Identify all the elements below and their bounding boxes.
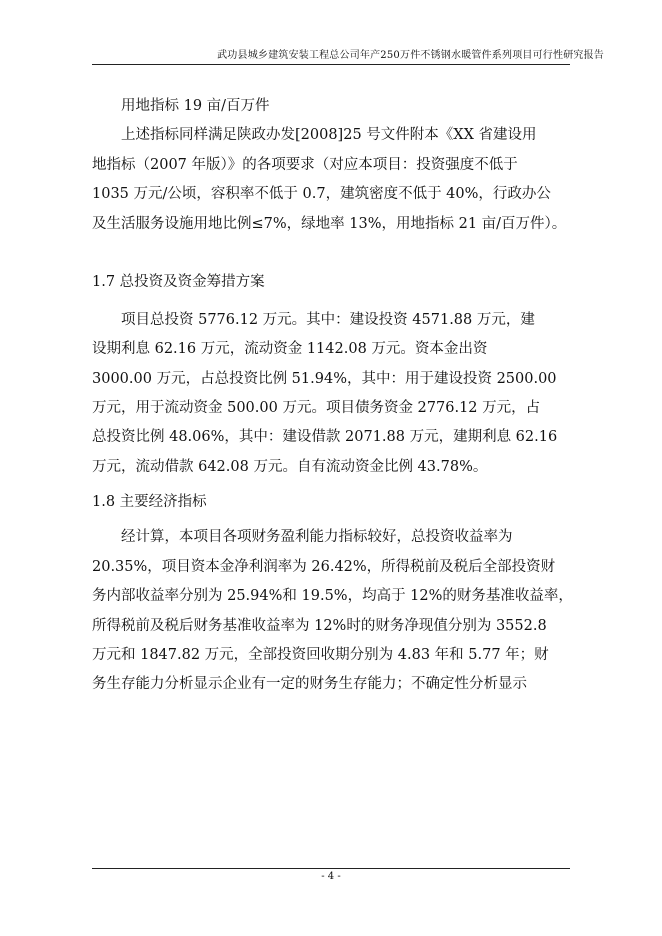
heading-spacer xyxy=(92,298,572,306)
footer-rule xyxy=(92,868,570,869)
paragraph-line: 及生活服务设施用地比例≤7%，绿地率 13%，用地指标 21 亩/百万件）。 xyxy=(92,215,567,232)
paragraph-line: 用地指标 19 亩/百万件 xyxy=(121,98,270,114)
paragraph-line: 1035 万元/公顷，容积率不低于 0.7，建筑密度不低于 40%，行政办公 xyxy=(92,186,551,203)
paragraph-line: 务内部收益率分别为 25.94%和 19.5%，均高于 12%的财务基准收益率， xyxy=(92,588,573,605)
paragraph-line: 地指标（2007 年版）》的各项要求（对应本项目：投资强度不低于 xyxy=(92,156,518,173)
paragraph-line: 设期利息 62.16 万元，流动资金 1142.08 万元。资本金出资 xyxy=(92,341,488,358)
document-body xyxy=(92,92,572,700)
paragraph-line: 3000.00 万元，占总投资比例 51.94%，其中：用于建设投资 2500.00 xyxy=(92,370,557,387)
running-header: 武功县城乡建筑安装工程总公司年产250万件不锈钢水暖管件系列项目可行性研究报告 xyxy=(217,50,604,61)
section-heading-1-7: 1.7 总投资及资金筹措方案 xyxy=(92,274,265,291)
paragraph-line: 万元，用于流动资金 500.00 万元。项目债务资金 2776.12 万元，占 xyxy=(92,399,541,416)
paragraph-line: 项目总投资 5776.12 万元。其中：建设投资 4571.88 万元，建 xyxy=(121,311,535,328)
paragraph-line: 万元和 1847.82 万元，全部投资回收期分别为 4.83 年和 5.77 年；财 xyxy=(92,647,549,664)
paragraph-line: 所得税前及税后财务基准收益率为 12%时的财务净现值分别为 3552.8 xyxy=(92,617,547,634)
paragraph-line: 总投资比例 48.06%，其中：建设借款 2071.88 万元，建期利息 62.16 xyxy=(92,429,558,446)
paragraph-spacer xyxy=(92,239,572,268)
page-number: - 4 - xyxy=(321,871,341,882)
header-rule xyxy=(92,64,570,65)
paragraph-line: 万元，流动借款 642.08 万元。自有流动资金比例 43.78%。 xyxy=(92,458,488,475)
paragraph-line: 经计算，本项目各项财务盈利能力指标较好，总投资收益率为 xyxy=(121,529,513,546)
section-heading-1-8: 1.8 主要经济指标 xyxy=(92,494,207,511)
paragraph-line: 上述指标同样满足陕政办发[2008]25 号文件附本《XX 省建设用 xyxy=(121,127,537,144)
paragraph-line: 20.35%，项目资本金净利润率为 26.42%，所得税前及税后全部投资财 xyxy=(92,558,556,575)
paragraph-line: 务生存能力分析显示企业有一定的财务生存能力；不确定性分析显示 xyxy=(92,676,527,693)
